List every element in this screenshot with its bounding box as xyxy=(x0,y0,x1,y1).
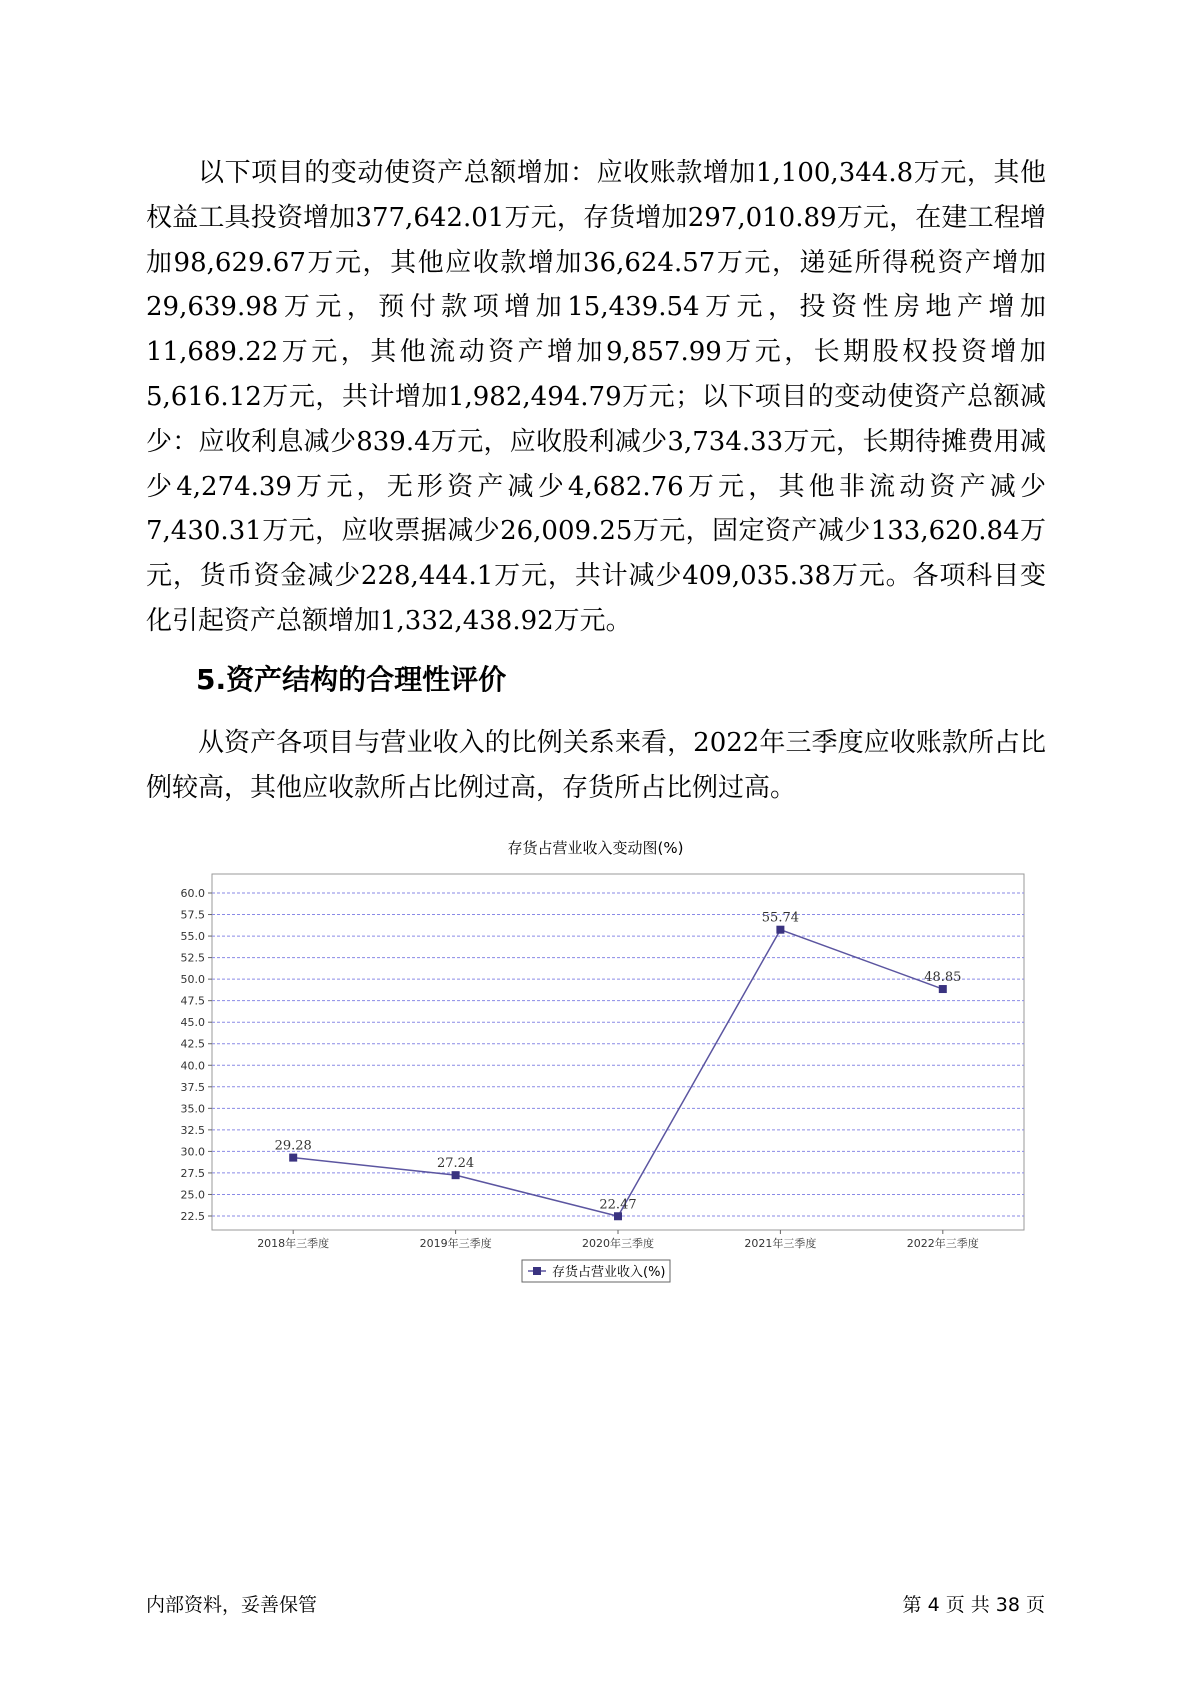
data-label: 22.47 xyxy=(599,1197,637,1213)
y-tick-label: 60.0 xyxy=(180,887,205,900)
y-tick-label: 30.0 xyxy=(180,1145,205,1159)
y-tick-label: 55.0 xyxy=(180,930,205,944)
y-tick-label: 45.0 xyxy=(180,1016,205,1030)
x-tick-label: 2020年三季度 xyxy=(582,1237,654,1250)
data-label: 48.85 xyxy=(924,970,962,986)
paragraph-asset-structure: 从资产各项目与营业收入的比例关系来看，2022年三季度应收账款所占比例较高，其他应收款所占比例过高，存货所占比例过高。 xyxy=(146,728,1046,803)
footer-confidential-note: 内部资料，妥善保管 xyxy=(146,1594,318,1616)
y-tick-label: 57.5 xyxy=(180,908,205,922)
data-point xyxy=(614,1212,622,1220)
y-tick-label: 37.5 xyxy=(180,1080,205,1094)
x-tick-label: 2021年三季度 xyxy=(744,1237,817,1250)
data-point xyxy=(939,985,947,993)
x-tick-label: 2019年三季度 xyxy=(419,1237,492,1250)
y-tick-label: 35.0 xyxy=(180,1102,205,1116)
x-tick-label: 2022年三季度 xyxy=(906,1237,979,1250)
y-tick-label: 25.0 xyxy=(180,1188,205,1202)
legend-marker-swatch xyxy=(533,1267,541,1275)
legend-label: 存货占营业收入(%) xyxy=(552,1265,666,1280)
chart-title: 存货占营业收入变动图(%) xyxy=(507,839,684,857)
paragraph-asset-changes: 以下项目的变动使资产总额增加：应收账款增加1,100,344.8万元，其他权益工具投资增加377,642.01万元，存货增加297,010.89万元，在建工程增加98,629.67万元，其他应收款增加36,624.57万元，递延所得税资产增加29,639.98万元，预付款项增加15,439.54万元，投资性房地产增加11,689.22万元，其他流动资产增加9,857.99万元，长期股权投资增加5,616.12万元，共计增加1,982,494.79万元；以下项目的变动使资产总额减少：应收利息减少839.4万元，应收股利减少3,734.33万元，长期待摊费用减少4,274.39万元，无形资产减少4,682.76万元，其他非流动资产减少7,430.31万元，应收票据减少26,009.25万元，固定资产减少133,620.84万元，货币资金减少228,444.1万元，共计减少409,035.38万元。各项科目变化引起资产总额增加1,332,438.92万元。 xyxy=(146,158,1046,636)
y-tick-label: 40.0 xyxy=(180,1059,205,1073)
footer-page-number: 第 4 页 共 38 页 xyxy=(902,1594,1045,1616)
y-tick-label: 32.5 xyxy=(180,1123,205,1137)
data-label: 27.24 xyxy=(436,1156,475,1172)
x-tick-label: 2018年三季度 xyxy=(257,1237,330,1250)
y-tick-label: 52.5 xyxy=(180,951,205,965)
section-heading: 5.资产结构的合理性评价 xyxy=(196,663,507,696)
data-label: 55.74 xyxy=(761,910,800,926)
plot-area xyxy=(212,874,1024,1230)
y-tick-label: 42.5 xyxy=(180,1037,205,1051)
y-tick-label: 50.0 xyxy=(180,973,205,987)
data-label: 29.28 xyxy=(274,1138,312,1154)
inventory-ratio-line-chart xyxy=(0,860,1191,1300)
y-tick-label: 22.5 xyxy=(180,1210,205,1223)
y-tick-label: 27.5 xyxy=(180,1166,205,1180)
data-point xyxy=(452,1171,460,1179)
data-point xyxy=(289,1154,297,1162)
y-tick-label: 47.5 xyxy=(180,994,205,1008)
data-point xyxy=(776,926,784,934)
